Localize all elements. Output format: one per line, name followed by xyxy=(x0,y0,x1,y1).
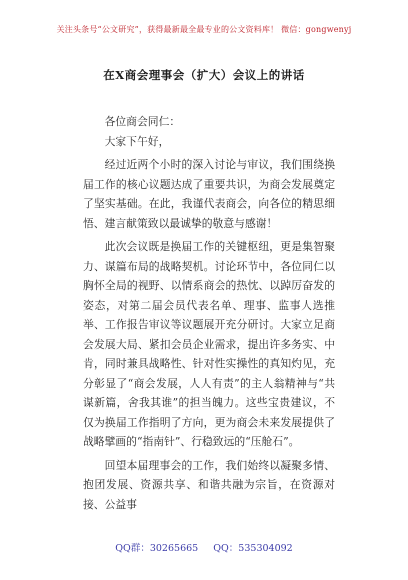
document-body xyxy=(83,112,335,514)
footer-qq-group: QQ群：30265665 xyxy=(115,543,199,554)
footer-qq: QQ：535304092 xyxy=(213,543,293,554)
paragraph: 此次会议既是换届工作的关键枢纽，更是集智聚力、谋篇布局的战略契机。讨论环节中，各位同仁以胸怀全局的视野、以情系商会的热忱、以踔厉奋发的姿态，对第二届会员代表名单、理事、监事人选推举、工作报告审议等议题展开充分研讨。大家立足商会发展大局、紧扣会员企业需求，提出许多务实、中肯，同时兼具战略性、针对性实操性的真知灼见，充分彰显了“商会发展，人人有责”的主人翁精神与“共谋新篇，舍我其谁”的担当魄力。这些宝贵建议，不仅为换届工作指明了方向，更为商会未来发展提供了战略擘画的“指南针”、行稳致远的“压舱石”。 xyxy=(83,240,335,448)
footer-contact xyxy=(0,540,408,554)
salutation: 各位商会同仁： xyxy=(104,115,181,128)
paragraph: 回望本届理事会的工作，我们始终以凝聚多情、抱团发展、资源共享、和谐共融为宗旨，在资源对接、公益事 xyxy=(83,458,335,511)
paragraph: 经过近两个小时的深入讨论与审议，我们围绕换届工作的核心议题达成了重要共识，为商会发展奠定了坚实基础。在此，我谨代表商会，向各位的精思细悟、建言献策致以最诚挚的敬意与感谢！ xyxy=(83,158,335,230)
header-banner: 关注头条号“公文研究”，获得最新最全最专业的公文资料库！ 微信：gongwenyj xyxy=(56,25,352,34)
document-title: 在X商会理事会（扩大）会议上的讲话 xyxy=(103,68,305,82)
greeting: 大家下午好， xyxy=(104,134,170,148)
